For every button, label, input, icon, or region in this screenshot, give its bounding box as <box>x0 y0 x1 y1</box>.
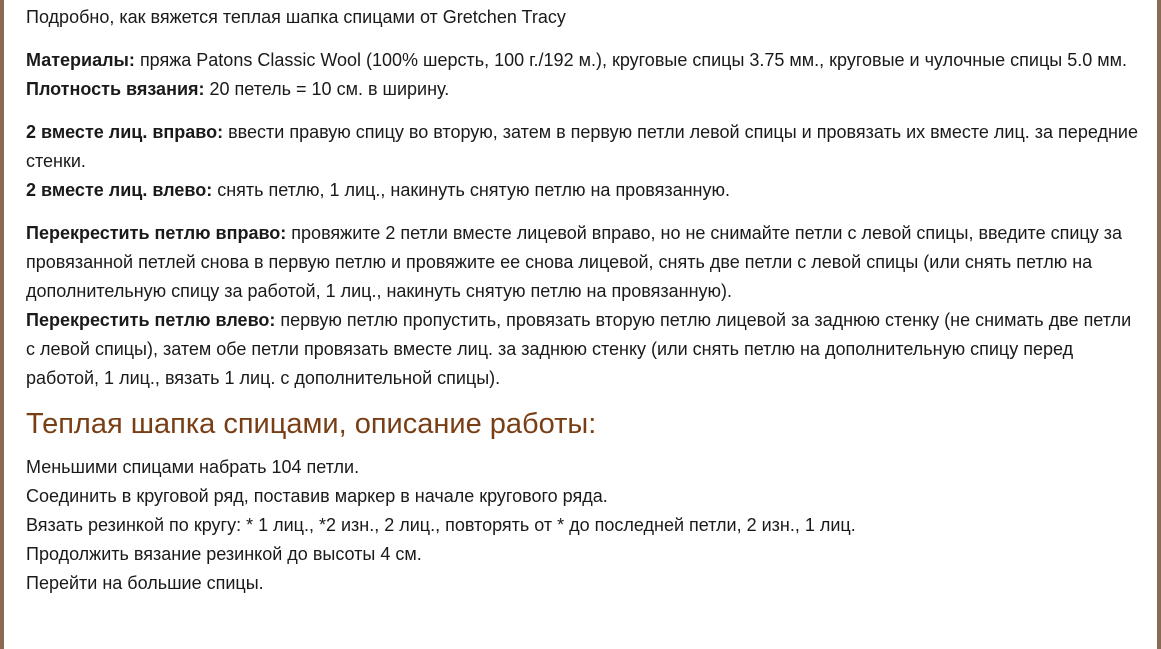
k2tog-right-text: ввести правую спицу во вторую, затем в первую петли левой спицы и провязать их вместе лиц. за передние стенки. <box>26 122 1138 171</box>
k2tog-right-term: 2 вместе лиц. вправо: <box>26 122 224 142</box>
decrease-block <box>26 118 1141 205</box>
cross-left-paragraph <box>26 306 1141 393</box>
step-line: Перейти на большие спицы. <box>26 573 264 593</box>
cross-block <box>26 219 1141 393</box>
section-heading: Теплая шапка спицами, описание работы: <box>26 408 597 440</box>
cross-right-term: Перекрестить петлю вправо: <box>26 223 287 243</box>
step-line: Продолжить вязание резинкой до высоты 4 см. <box>26 544 422 564</box>
cross-right-text: провяжите 2 петли вместе лицевой вправо, но не снимайте петли с левой спицы, введите спицу за провязанной петлей снова в первую петлю и провяжите ее снова лицевой, снять две петли с левой спицы (или снять петлю на дополнительную спицу за работой, 1 лиц., накинуть снятую петлю на провязанную). <box>26 223 1122 301</box>
gauge-term: Плотность вязания: <box>26 79 205 99</box>
step-line: Меньшими спицами набрать 104 петли. <box>26 457 360 477</box>
article-content <box>26 0 1141 598</box>
materials-term: Материалы: <box>26 50 135 70</box>
k2tog-left-text: снять петлю, 1 лиц., накинуть снятую петлю на провязанную. <box>212 180 730 200</box>
steps-list <box>26 453 1141 598</box>
cross-left-text: первую петлю пропустить, провязать вторую петлю лицевой за заднюю стенку (не снимать две петли с левой спицы), затем обе петли провязать вместе лиц. за заднюю стенку (или снять петлю на дополнительную спицу перед работой, 1 лиц., вязать 1 лиц. с дополнительной спицы). <box>26 310 1132 388</box>
materials-paragraph <box>26 46 1141 75</box>
k2tog-left-term: 2 вместе лиц. влево: <box>26 180 213 200</box>
cross-left-term: Перекрестить петлю влево: <box>26 310 276 330</box>
cross-right-paragraph <box>26 219 1141 306</box>
step-line: Вязать резинкой по кругу: * 1 лиц., *2 изн., 2 лиц., повторять от * до последней петли, 2 изн., 1 лиц. <box>26 515 856 535</box>
materials-block <box>26 46 1141 104</box>
k2tog-right-paragraph <box>26 118 1141 176</box>
k2tog-left-paragraph <box>26 176 1141 205</box>
step-line: Соединить в круговой ряд, поставив маркер в начале кругового ряда. <box>26 486 608 506</box>
gauge-text: 20 петель = 10 см. в ширину. <box>204 79 450 99</box>
intro-text: Подробно, как вяжется теплая шапка спицами от Gretchen Tracy <box>26 7 566 27</box>
materials-text: пряжа Patons Classic Wool (100% шерсть, 100 г./192 м.), круговые спицы 3.75 мм., круговые и чулочные спицы 5.0 мм. <box>134 50 1127 70</box>
gauge-paragraph <box>26 75 1141 104</box>
